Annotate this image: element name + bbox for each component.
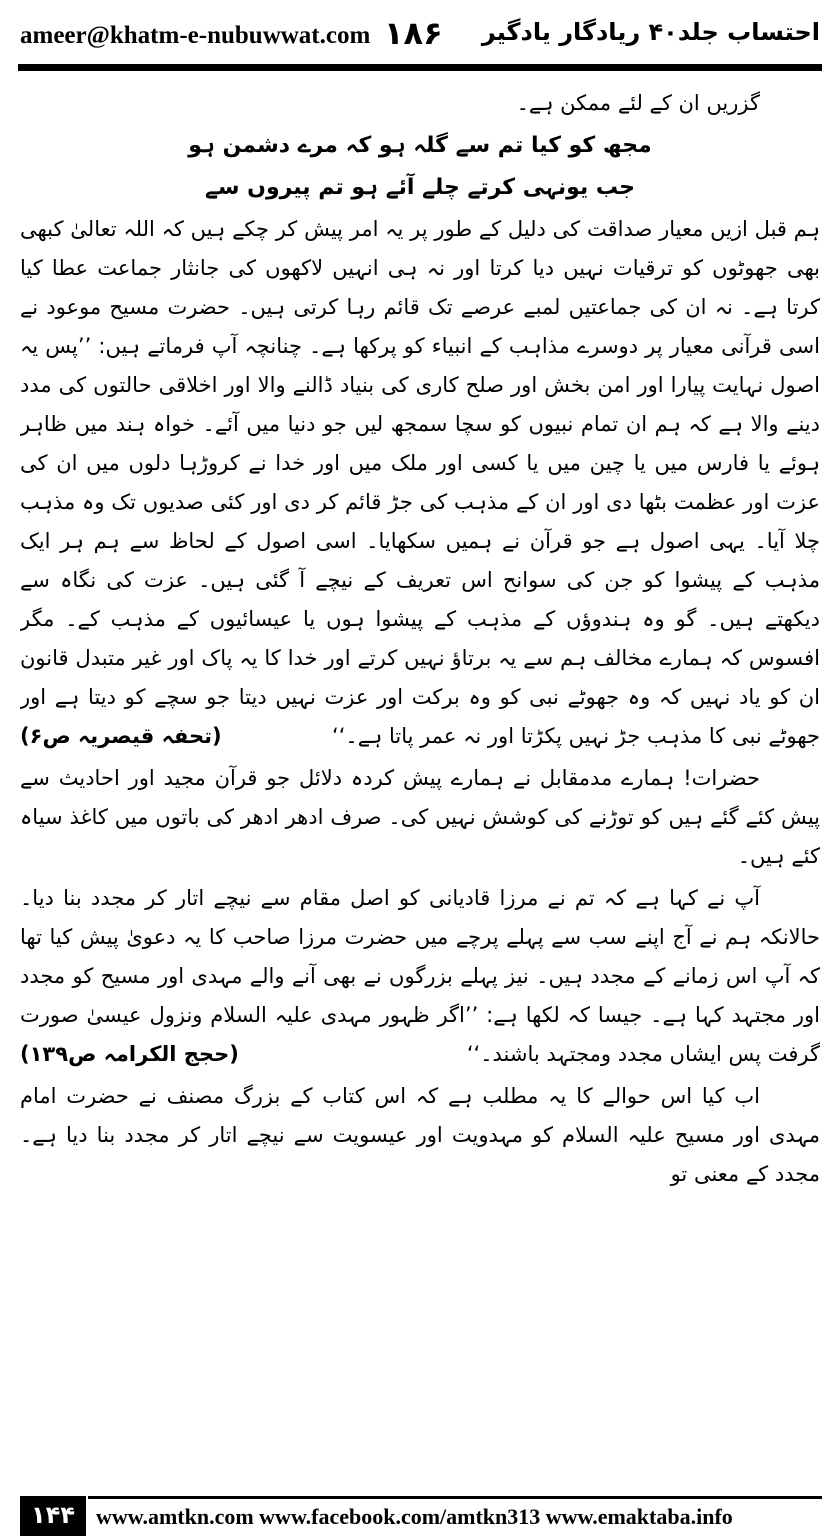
footer-rule bbox=[88, 1496, 822, 1499]
header-book-title: احتساب جلد۴۰ ریادگار یادگیر bbox=[481, 18, 820, 46]
paragraph-hazrat: حضرات! ہمارے مدمقابل نے ہمارے پیش کردہ دلائل جو قرآن مجید اور احادیث سے پیش کئے گئے ہیں کو توڑنے کی کوشش نہیں کی۔ صرف ادھر ادھر کی باتوں میں کاغذ سیاہ کئے ہیں۔ bbox=[20, 766, 820, 868]
header-page-number: ۱۸۶ bbox=[384, 14, 443, 52]
page-footer bbox=[0, 1496, 840, 1540]
reference-hujaj: (حجج الکرامہ ص۱۳۹) bbox=[20, 1042, 239, 1066]
verse-line-2: جب یونہی کرتے چلے آئے ہو تم پیروں سے bbox=[204, 175, 636, 200]
reference-tuhfa-qaisariya: (تحفہ قیصریہ ص۶) bbox=[20, 724, 222, 748]
footer-links[interactable]: www.amtkn.com www.facebook.com/amtkn313 www.emaktaba.info bbox=[96, 1504, 733, 1529]
paragraph-quote-text: ہم قبل ازیں معیار صداقت کی دلیل کے طور پر یہ امر پیش کر چکے ہیں کہ اللہ تعالیٰ کبھی بھی جھوٹوں کو ترقیات نہیں دیا کرتا اور نہ ہی انہیں لاکھوں کی جانثار جماعت عطا کیا کرتا ہے۔ نہ ان کی جماعتیں لمبے عرصے تک قائم رہا کرتی ہیں۔ حضرت مسیح موعود نے اسی قرآنی معیار پر دوسرے مذاہب کے انبیاء کو پرکھا ہے۔ چنانچہ آپ فرماتے ہیں: ’’پس یہ اصول نہایت پیارا اور امن بخش اور صلح کاری کی بنیاد ڈالنے والا اور اخلاقی حالتوں کی مدد دینے والا ہے کہ ہم ان تمام نبیوں کو سچا سمجھ لیں جو دنیا میں آئے۔ خواہ ہند میں ظاہر ہوئے یا فارس میں یا چین میں یا کسی اور ملک میں اور خدا نے کروڑہا دلوں میں ان کی عزت اور عظمت بٹھا دی اور ان کے مذہب کی جڑ قائم کر دی اور کئی صدیوں تک وہ مذہب چلا آیا۔ یہی اصول ہے جو قرآن نے ہمیں سکھایا۔ اسی اصول کے لحاظ سے ہم ہر ایک مذہب کے پیشوا کو جن کی سوانح اس تعریف کے نیچے آ گئی ہیں۔ عزت کی نگاہ سے دیکھتے ہیں۔ گو وہ ہندوؤں کے مذہب کے پیشوا ہوں یا عیسائیوں کے مذہب کے۔ مگر افسوس کہ ہمارے مخالف ہم سے یہ برتاؤ نہیں کرتے اور خدا کا یہ پاک اور غیر متبدل قانون ان کو یاد نہیں کہ وہ جھوٹے نبی کو وہ برکت اور عزت نہیں دیتا جو سچے کو دیتا ہے اور جھوٹے نبی کا مذہب جڑ نہیں پکڑتا اور نہ عمر پاتا ہے۔‘‘ bbox=[20, 217, 820, 748]
paragraph-quote bbox=[20, 210, 820, 756]
footer-page-number: ۱۴۴ bbox=[20, 1496, 86, 1536]
paragraph-1: گزریں ان کے لئے ممکن ہے۔ bbox=[516, 91, 760, 115]
paragraph-last: اب کیا اس حوالے کا یہ مطلب ہے کہ اس کتاب کے بزرگ مصنف نے حضرت امام مہدی اور مسیح علیہ السلام کو مہدویت اور عیسویت سے نیچے اتار کر مجدد بنا دیا ہے۔ مجدد کے معنی تو bbox=[20, 1084, 820, 1186]
header-rule bbox=[18, 64, 822, 71]
paragraph-mujaddid bbox=[20, 879, 820, 1074]
paragraph-mujaddid-text: آپ نے کہا ہے کہ تم نے مرزا قادیانی کو اصل مقام سے نیچے اتار کر مجدد بنا دیا۔ حالانکہ ہم نے آج اپنے سب سے پہلے پرچے میں حضرت مرزا صاحب کا یہ دعویٰ پیش کیا تھا کہ آپ اس زمانے کے مجدد ہیں۔ نیز پہلے بزرگوں نے بھی آنے والے مہدی اور مسیح کو مجدد اور مجتہد کہا ہے۔ جیسا کہ لکھا ہے: ’’اگر ظہور مہدی علیہ السلام ونزول عیسیٰ صورت گرفت پس ایشاں مجدد ومجتہد باشند۔‘‘ bbox=[20, 886, 820, 1066]
header-email: ameer@khatm-e-nubuwwat.com bbox=[20, 22, 371, 49]
page-header bbox=[0, 0, 840, 66]
page-body bbox=[20, 84, 820, 1474]
verse-line-1: مجھ کو کیا تم سے گلہ ہو کہ مرے دشمن ہو bbox=[188, 133, 652, 158]
